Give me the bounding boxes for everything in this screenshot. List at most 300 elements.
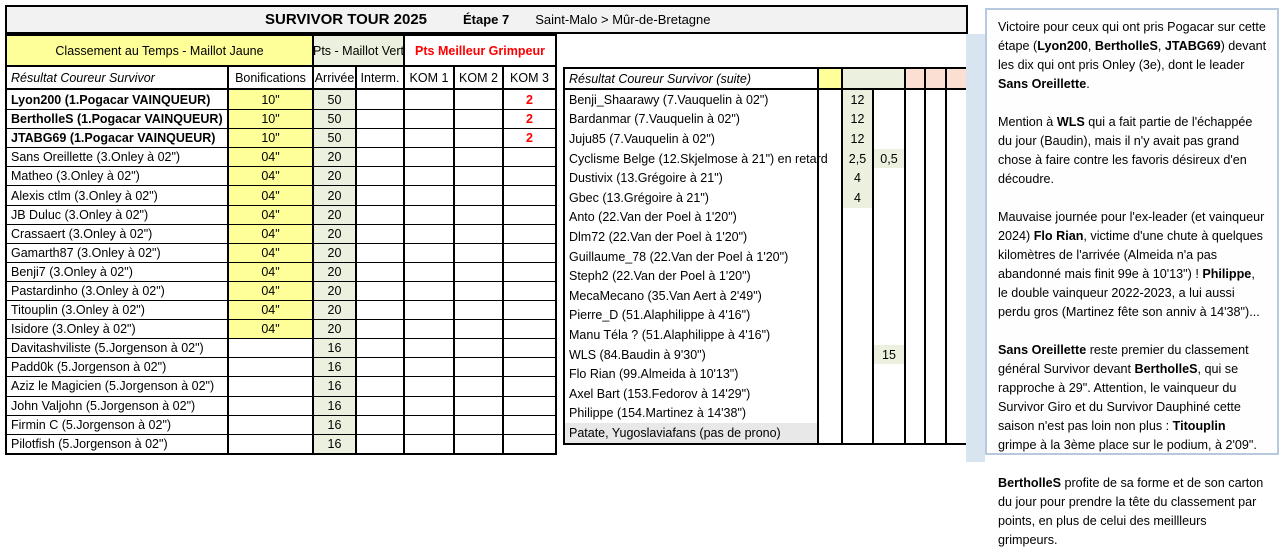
interm-points-cell <box>872 364 904 384</box>
kom3-points-cell: 2 <box>502 90 555 109</box>
interm-points-cell <box>355 263 403 281</box>
kom2-points-cell <box>924 384 945 404</box>
interm-points-cell <box>355 282 403 300</box>
table-row <box>565 247 966 267</box>
table-row <box>7 166 555 185</box>
arrivee-points-cell <box>841 306 872 326</box>
arrivee-points-cell: 20 <box>312 244 355 262</box>
kom3-points-cell <box>945 306 966 326</box>
kom3-points-cell <box>945 404 966 424</box>
kom3-points-cell <box>945 266 966 286</box>
commentary-paragraph: Mention à WLS qui a fait partie de l'échappée du jour (Baudin), mais il n'y avait pas grand chose à faire contre les favoris désireux d'en découdre. <box>998 115 1253 186</box>
interm-points-cell <box>872 227 904 247</box>
kom1-points-cell <box>403 435 453 453</box>
table-row <box>565 345 966 365</box>
kom1-points-cell <box>403 358 453 376</box>
kom1-points-cell <box>403 263 453 281</box>
bonification-cell <box>817 404 841 424</box>
rider-name: Sans Oreillette (3.Onley à 02") <box>11 150 181 165</box>
rider-name: Patate, Yugoslaviafans (pas de prono) <box>565 423 817 443</box>
interm-points-cell <box>872 384 904 404</box>
interm-points-cell <box>355 339 403 357</box>
kom2-points-cell <box>924 306 945 326</box>
rider-name: MecaMecano (35.Van Aert à 2'49") <box>569 288 762 303</box>
col-resultat-suite: Résultat Coureur Survivor (suite) <box>569 71 752 86</box>
kom3-points-cell <box>945 149 966 169</box>
bonification-cell <box>817 110 841 130</box>
page-title: SURVIVOR TOUR 2025 <box>265 11 428 28</box>
arrivee-points-cell <box>841 364 872 384</box>
rider-name: Juju85 (7.Vauquelin à 02") <box>569 131 715 146</box>
table-row <box>7 109 555 128</box>
kom3-points-cell <box>945 423 966 443</box>
table-row <box>565 227 966 247</box>
arrivee-points-cell: 16 <box>312 358 355 376</box>
rider-name: Anto (22.Van der Poel à 1'20") <box>569 210 737 225</box>
kom2-points-cell <box>924 286 945 306</box>
interm-points-cell <box>872 247 904 267</box>
kom1-points-cell <box>403 148 453 166</box>
kom3-points-cell <box>502 186 555 204</box>
interm-points-cell <box>872 325 904 345</box>
rider-name: Padd0k (5.Jorgenson à 02") <box>11 360 167 375</box>
rider-name: BertholleS (1.Pogacar VAINQUEUR) <box>11 112 223 127</box>
kom1-points-cell <box>904 188 924 208</box>
arrivee-points-cell <box>841 208 872 228</box>
kom1-points-cell <box>904 129 924 149</box>
suite-points-header <box>841 69 904 88</box>
rider-name: Dustivix (13.Grégoire à 21") <box>569 171 723 186</box>
kom3-points-cell <box>945 188 966 208</box>
kom3-points-cell <box>945 345 966 365</box>
blue-spacer-strip <box>966 34 985 462</box>
arrivee-points-cell <box>841 325 872 345</box>
suite-kom3-header <box>945 69 966 88</box>
kom3-points-cell <box>502 358 555 376</box>
col-kom1: KOM 1 <box>403 67 453 88</box>
kom2-points-cell <box>453 148 502 166</box>
kom3-points-cell: 2 <box>502 129 555 147</box>
kom3-points-cell <box>945 286 966 306</box>
bonification-cell <box>227 435 312 453</box>
arrivee-points-cell: 16 <box>312 397 355 415</box>
kom2-points-cell <box>453 416 502 434</box>
arrivee-points-cell <box>841 423 872 443</box>
kom1-points-cell <box>403 320 453 338</box>
bonification-cell: 04" <box>227 206 312 224</box>
group-header-row <box>7 36 555 67</box>
bonification-cell <box>817 306 841 326</box>
table-row <box>7 243 555 262</box>
kom2-points-cell <box>924 266 945 286</box>
table-row <box>565 325 966 345</box>
kom2-points-cell <box>453 263 502 281</box>
kom1-points-cell <box>403 397 453 415</box>
kom3-points-cell <box>502 148 555 166</box>
kom1-points-cell <box>403 377 453 395</box>
kom1-points-cell <box>403 225 453 243</box>
kom1-points-cell <box>904 110 924 130</box>
col-kom3: KOM 3 <box>502 67 555 88</box>
kom3-points-cell <box>502 282 555 300</box>
kom1-points-cell <box>403 282 453 300</box>
interm-points-cell <box>355 397 403 415</box>
arrivee-points-cell <box>841 247 872 267</box>
rider-name: Titouplin (3.Onley à 02") <box>11 303 145 318</box>
kom1-points-cell <box>904 364 924 384</box>
rider-name: Benji7 (3.Onley à 02") <box>11 264 133 279</box>
kom3-points-cell <box>945 168 966 188</box>
col-interm: Interm. <box>355 67 403 88</box>
bonification-cell <box>817 364 841 384</box>
table-row <box>565 188 966 208</box>
arrivee-points-cell: 12 <box>841 110 872 130</box>
kom1-points-cell <box>403 339 453 357</box>
route-label: Saint-Malo > Mûr-de-Bretagne <box>535 12 711 27</box>
kom2-points-cell <box>924 247 945 267</box>
suite-kom2-header <box>924 69 945 88</box>
interm-points-cell <box>355 377 403 395</box>
bonification-cell <box>817 168 841 188</box>
arrivee-points-cell: 4 <box>841 168 872 188</box>
arrivee-points-cell: 20 <box>312 225 355 243</box>
rider-name: Cyclisme Belge (12.Skjelmose à 21") en retard <box>569 151 828 166</box>
commentary-paragraph: Mauvaise journée pour l'ex-leader (et vainqueur 2024) Flo Rian, victime d'une chute à quelques kilomètres de l'arrivée (Almeida n'a pas abandonné mais finit 99e à 10'13") ! Philippe, le double vainqueur 2022-2023, a lui aussi perdu gros (Martinez fête son anniv à 14'38")... <box>998 210 1265 319</box>
kom2-points-cell <box>924 345 945 365</box>
rider-name: WLS (84.Baudin à 9'30") <box>569 347 706 362</box>
kom2-points-cell <box>453 244 502 262</box>
arrivee-points-cell <box>841 286 872 306</box>
arrivee-points-cell <box>841 266 872 286</box>
table-row <box>7 262 555 281</box>
middle-table-rows <box>565 90 966 443</box>
table-row <box>7 224 555 243</box>
kom3-points-cell <box>502 244 555 262</box>
table-row <box>565 286 966 306</box>
stage-label: Étape 7 <box>463 12 510 27</box>
arrivee-points-cell: 20 <box>312 167 355 185</box>
bonification-cell <box>817 90 841 110</box>
arrivee-points-cell <box>841 345 872 365</box>
table-row <box>7 90 555 109</box>
kom1-points-cell <box>403 90 453 109</box>
bonification-cell <box>227 416 312 434</box>
rider-name: Steph2 (22.Van der Poel à 1'20") <box>569 269 751 284</box>
kom1-points-cell <box>403 416 453 434</box>
kom2-points-cell <box>453 358 502 376</box>
arrivee-points-cell: 50 <box>312 110 355 128</box>
arrivee-points-cell: 20 <box>312 186 355 204</box>
kom1-points-cell <box>403 301 453 319</box>
kom3-points-cell <box>502 377 555 395</box>
kom1-points-cell <box>403 186 453 204</box>
interm-points-cell <box>355 167 403 185</box>
table-row <box>565 423 966 443</box>
rider-name: Matheo (3.Onley à 02") <box>11 169 140 184</box>
kom1-points-cell <box>403 167 453 185</box>
commentary-paragraph: BertholleS profite de sa forme et de son carton du jour pour prendre la tête du classement par points, en plus de celui des meillleurs grimpeurs. <box>998 476 1264 547</box>
column-header-row <box>7 67 555 90</box>
kom3-points-cell <box>945 364 966 384</box>
bonification-cell <box>227 377 312 395</box>
table-row <box>7 205 555 224</box>
kom3-points-cell <box>502 320 555 338</box>
suite-header-row <box>565 69 966 90</box>
kom2-points-cell <box>453 206 502 224</box>
interm-points-cell <box>355 416 403 434</box>
kom3-points-cell <box>945 325 966 345</box>
kom1-points-cell <box>904 149 924 169</box>
interm-points-cell <box>355 148 403 166</box>
interm-points-cell <box>355 90 403 109</box>
table-row <box>7 415 555 434</box>
kom2-points-cell <box>924 227 945 247</box>
interm-points-cell <box>355 358 403 376</box>
kom2-points-cell <box>453 186 502 204</box>
kom2-points-cell <box>453 435 502 453</box>
kom2-points-cell <box>453 377 502 395</box>
table-row <box>7 376 555 395</box>
bonification-cell: 04" <box>227 263 312 281</box>
arrivee-points-cell: 16 <box>312 435 355 453</box>
bonification-cell: 10" <box>227 129 312 147</box>
arrivee-points-cell: 12 <box>841 129 872 149</box>
arrivee-points-cell <box>841 227 872 247</box>
suite-kom1-header <box>904 69 924 88</box>
interm-points-cell <box>872 208 904 228</box>
bonification-cell: 04" <box>227 225 312 243</box>
col-resultat: Résultat Coureur Survivor <box>11 70 155 85</box>
kom2-points-cell <box>453 301 502 319</box>
rider-name: Isidore (3.Onley à 02") <box>11 322 136 337</box>
interm-points-cell <box>872 286 904 306</box>
bonification-cell: 10" <box>227 110 312 128</box>
kom3-points-cell <box>945 384 966 404</box>
bonification-cell <box>817 149 841 169</box>
bonification-cell: 04" <box>227 148 312 166</box>
bonification-cell <box>817 384 841 404</box>
kom1-points-cell <box>904 247 924 267</box>
kom3-points-cell <box>945 227 966 247</box>
bonification-cell <box>817 266 841 286</box>
kom3-points-cell <box>502 435 555 453</box>
title-bar <box>5 5 968 34</box>
bonification-cell <box>227 339 312 357</box>
col-bonifications: Bonifications <box>227 67 312 88</box>
kom2-points-cell <box>924 404 945 424</box>
kom2-points-cell <box>924 208 945 228</box>
interm-points-cell: 0,5 <box>872 149 904 169</box>
rider-name: Flo Rian (99.Almeida à 10'13") <box>569 367 739 382</box>
arrivee-points-cell: 20 <box>312 301 355 319</box>
arrivee-points-cell: 20 <box>312 206 355 224</box>
rider-name: Gamarth87 (3.Onley à 02") <box>11 245 161 260</box>
kom3-points-cell <box>945 129 966 149</box>
table-row <box>7 281 555 300</box>
table-row <box>7 319 555 338</box>
table-row <box>7 434 555 453</box>
rider-name: Alexis ctlm (3.Onley à 02") <box>11 188 158 203</box>
table-row <box>565 129 966 149</box>
rider-name: Aziz le Magicien (5.Jorgenson à 02") <box>11 379 215 394</box>
bonification-cell <box>227 397 312 415</box>
kom3-points-cell <box>502 397 555 415</box>
interm-points-cell <box>872 90 904 110</box>
kom3-points-cell <box>945 90 966 110</box>
table-row <box>565 90 966 110</box>
bonification-cell <box>817 325 841 345</box>
kom3-points-cell <box>502 225 555 243</box>
interm-points-cell <box>355 320 403 338</box>
interm-points-cell <box>872 188 904 208</box>
arrivee-points-cell <box>841 404 872 424</box>
rider-name: Firmin C (5.Jorgenson à 02") <box>11 417 172 432</box>
arrivee-points-cell <box>841 384 872 404</box>
suite-bonif-header <box>817 69 841 88</box>
interm-points-cell <box>872 129 904 149</box>
interm-points-cell <box>355 129 403 147</box>
bonification-cell <box>817 208 841 228</box>
kom1-points-cell <box>904 266 924 286</box>
table-row <box>7 338 555 357</box>
bonification-cell: 04" <box>227 282 312 300</box>
table-row <box>565 149 966 169</box>
arrivee-points-cell: 20 <box>312 320 355 338</box>
kom1-points-cell <box>904 168 924 188</box>
bonification-cell: 04" <box>227 320 312 338</box>
bonification-cell <box>817 423 841 443</box>
table-row <box>7 147 555 166</box>
kom1-points-cell <box>904 423 924 443</box>
classement-table <box>5 34 557 455</box>
commentary <box>998 18 1267 550</box>
interm-points-cell <box>355 110 403 128</box>
kom1-points-cell <box>904 325 924 345</box>
rider-name: Manu Téla ? (51.Alaphilippe à 4'16") <box>569 327 771 342</box>
rider-name: JTABG69 (1.Pogacar VAINQUEUR) <box>11 131 216 146</box>
kom2-points-cell <box>924 129 945 149</box>
rider-name: Crassaert (3.Onley à 02") <box>11 226 153 241</box>
rider-name: Guillaume_78 (22.Van der Poel à 1'20") <box>569 249 789 264</box>
table-row <box>565 266 966 286</box>
arrivee-points-cell: 50 <box>312 90 355 109</box>
bonification-cell <box>817 227 841 247</box>
kom3-points-cell: 2 <box>502 110 555 128</box>
kom1-points-cell <box>904 306 924 326</box>
arrivee-points-cell: 20 <box>312 263 355 281</box>
bonification-cell: 04" <box>227 244 312 262</box>
arrivee-points-cell: 20 <box>312 282 355 300</box>
kom1-points-cell <box>904 208 924 228</box>
rider-name: Pilotfish (5.Jorgenson à 02") <box>11 436 168 451</box>
maillot-jaune-header: Classement au Temps - Maillot Jaune <box>7 36 312 65</box>
kom3-points-cell <box>502 263 555 281</box>
arrivee-points-cell: 16 <box>312 377 355 395</box>
rider-name: Lyon200 (1.Pogacar VAINQUEUR) <box>11 92 211 107</box>
bonification-cell <box>817 188 841 208</box>
kom2-points-cell <box>453 90 502 109</box>
table-row <box>565 110 966 130</box>
kom1-points-cell <box>904 90 924 110</box>
rider-name: Gbec (13.Grégoire à 21") <box>569 190 709 205</box>
arrivee-points-cell: 2,5 <box>841 149 872 169</box>
kom3-points-cell <box>502 167 555 185</box>
interm-points-cell <box>355 225 403 243</box>
kom3-points-cell <box>502 339 555 357</box>
rider-name: Pastardinho (3.Onley à 02") <box>11 283 165 298</box>
interm-points-cell <box>872 266 904 286</box>
kom2-points-cell <box>453 129 502 147</box>
interm-points-cell <box>355 206 403 224</box>
kom2-points-cell <box>924 90 945 110</box>
rider-name: Davitashviliste (5.Jorgenson à 02") <box>11 341 204 356</box>
table-row <box>565 306 966 326</box>
arrivee-points-cell: 20 <box>312 148 355 166</box>
kom2-points-cell <box>924 325 945 345</box>
interm-points-cell <box>872 404 904 424</box>
bonification-cell <box>817 286 841 306</box>
interm-points-cell <box>355 435 403 453</box>
rider-name: Bardanmar (7.Vauquelin à 02") <box>569 112 740 127</box>
bonification-cell: 04" <box>227 301 312 319</box>
kom1-points-cell <box>904 345 924 365</box>
rider-name: Benji_Shaarawy (7.Vauquelin à 02") <box>569 92 769 107</box>
bonification-cell <box>817 247 841 267</box>
table-row <box>7 396 555 415</box>
table-row <box>7 128 555 147</box>
rider-name: JB Duluc (3.Onley à 02") <box>11 207 149 222</box>
kom1-points-cell <box>904 384 924 404</box>
interm-points-cell <box>872 423 904 443</box>
bonification-cell <box>817 129 841 149</box>
bonification-cell: 10" <box>227 90 312 109</box>
kom1-points-cell <box>904 404 924 424</box>
interm-points-cell <box>872 168 904 188</box>
bonification-cell <box>227 358 312 376</box>
bonification-cell: 04" <box>227 167 312 185</box>
kom1-points-cell <box>904 227 924 247</box>
rider-name: Dlm72 (22.Van der Poel à 1'20") <box>569 229 748 244</box>
kom2-points-cell <box>453 225 502 243</box>
kom2-points-cell <box>453 282 502 300</box>
arrivee-points-cell: 12 <box>841 90 872 110</box>
col-arrivee: Arrivée <box>312 67 355 88</box>
table-row <box>565 168 966 188</box>
kom2-points-cell <box>453 320 502 338</box>
kom1-points-cell <box>904 286 924 306</box>
arrivee-points-cell: 50 <box>312 129 355 147</box>
kom2-points-cell <box>453 110 502 128</box>
kom2-points-cell <box>924 168 945 188</box>
commentary-panel <box>985 8 1279 547</box>
kom1-points-cell <box>403 110 453 128</box>
kom3-points-cell <box>945 247 966 267</box>
kom2-points-cell <box>924 364 945 384</box>
maillot-vert-header: Pts - Maillot Vert <box>312 36 403 65</box>
col-kom2: KOM 2 <box>453 67 502 88</box>
interm-points-cell <box>355 244 403 262</box>
kom1-points-cell <box>403 129 453 147</box>
kom3-points-cell <box>502 206 555 224</box>
kom2-points-cell <box>924 423 945 443</box>
meilleur-grimpeur-header: Pts Meilleur Grimpeur <box>403 36 555 65</box>
bonification-cell: 04" <box>227 186 312 204</box>
table-row <box>7 300 555 319</box>
rider-name: Pierre_D (51.Alaphilippe à 4'16") <box>569 308 751 323</box>
kom2-points-cell <box>453 339 502 357</box>
bonification-cell <box>817 345 841 365</box>
commentary-paragraph: Sans Oreillette reste premier du classement général Survivor devant BertholleS, qui se rapproche à 29". Attention, le vainqueur du Survivor Giro et du Survivor Dauphiné cette saison n'est pas loin non plus : Titouplin grimpe à la 3ème place sur le podium, à 2'09". <box>998 343 1257 452</box>
